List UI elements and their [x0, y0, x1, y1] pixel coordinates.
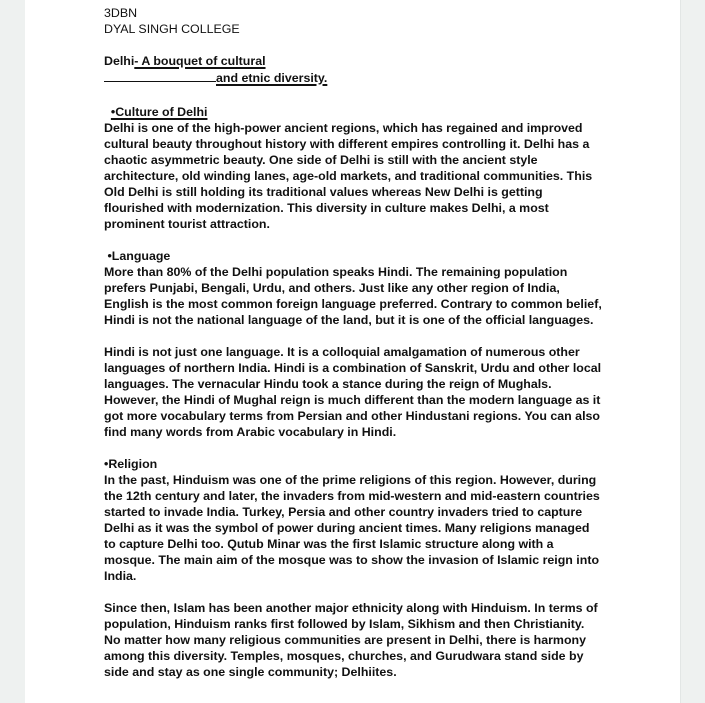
section-heading-culture: •Culture of Delhi — [110, 105, 208, 119]
paragraph-language-1: More than 80% of the Delhi population speaks Hindi. The remaining population prefers Punjabi, Bengali, Urdu, and others. Just like any other region of India, English is the most common foreign language preferred. Contrary to common belief, Hindi is not the national language of the land, but it is one of the official languages. — [104, 265, 602, 327]
page-content — [104, 5, 604, 680]
paragraph-culture-1: Delhi is one of the high-power ancient regions, which has regained and improved cultural beauty throughout history with different empires controlling it. Delhi has a chaotic asymmetric beauty. One side of Delhi is still with the ancient style architecture, old winding lanes, age-old markets, and traditional communities. This Old Delhi is still holding its traditional values whereas New Delhi is getting flourished with modernization. This diversity in culture makes Delhi, a most prominent tourist attraction. — [104, 121, 593, 231]
section-heading-language: •Language — [107, 249, 171, 263]
college-name: DYAL SINGH COLLEGE — [104, 22, 240, 36]
class-code: 3DBN — [104, 6, 138, 20]
title-underline-spacer — [104, 69, 216, 82]
title-line-2 — [104, 69, 604, 86]
document-title — [104, 53, 604, 86]
document-page — [25, 0, 681, 703]
title-underlined-1: - A bouquet of cultural — [134, 54, 266, 68]
paragraph-religion-1: In the past, Hinduism was one of the prime religions of this region. However, during the 12th century and later, the invaders from mid-western and mid-eastern countries started to invade India. Turkey, Persia and other country invaders tried to capture Delhi as it was the symbol of power during ancient times. Many religions managed to capture Delhi too. Qutub Minar was the first Islamic structure along with a mosque. The main aim of the mosque was to show the invasion of Islamic reign into India. — [104, 473, 600, 583]
title-line-1 — [104, 53, 604, 69]
title-underlined-2: and etnic diversity. — [216, 71, 328, 85]
paragraph-language-2: Hindi is not just one language. It is a colloquial amalgamation of numerous other languages of northern India. Hindi is a combination of Sanskrit, Urdu and other local languages. The vernacular Hindu took a stance during the reign of Mughals. However, the Hindi of Mughal reign is much different than the modern language as it got more vocabulary terms from Persian and other Hindustani regions. You can also find many words from Arabic vocabulary in Hindi. — [104, 345, 602, 439]
title-prefix: Delhi — [104, 54, 135, 68]
section-heading-religion: •Religion — [104, 457, 158, 471]
paragraph-religion-2: Since then, Islam has been another major ethnicity along with Hinduism. In terms of population, Hinduism ranks first followed by Islam, Sikhism and then Christianity. No matter how many religious communities are present in Delhi, there is harmony among this diversity. Temples, mosques, churches, and Gurudwara stand side by side and stay as one single community; Delhiites. — [104, 601, 598, 679]
